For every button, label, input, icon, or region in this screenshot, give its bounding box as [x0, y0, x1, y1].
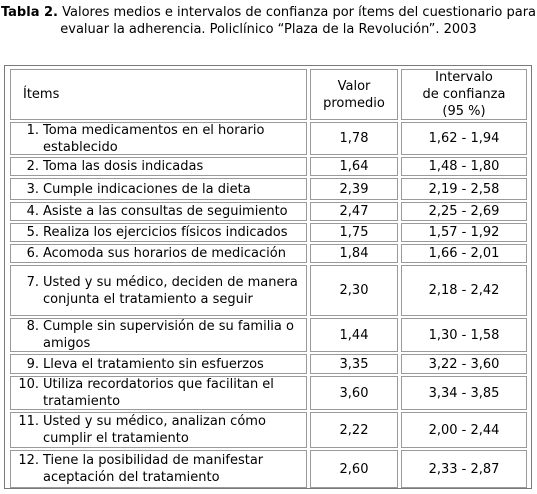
item-number: 10.: [18, 377, 39, 392]
table-cell-ci: 1,30 - 1,58: [401, 318, 527, 352]
table-row-item: [10, 244, 307, 263]
header-items-label: Ítems: [23, 87, 60, 102]
item-wrapper: [15, 413, 306, 447]
item-wrapper: [15, 181, 251, 198]
item-number: 9.: [26, 356, 39, 372]
item-wrapper: [15, 245, 286, 262]
table-cell-ci: 1,62 - 1,94: [401, 122, 527, 155]
table-row-item: [10, 157, 307, 176]
item-wrapper: [15, 356, 264, 373]
item-wrapper: [15, 318, 306, 352]
header-mean-line2: promedio: [323, 95, 385, 111]
table-row-item: [10, 223, 307, 242]
item-number: 1.: [26, 122, 39, 138]
table-row-item: [10, 178, 307, 200]
table-cell-mean: 2,47: [310, 202, 398, 221]
table-row-item: [10, 122, 307, 155]
table-row-item: [10, 202, 307, 221]
table-cell-ci: 1,48 - 1,80: [401, 157, 527, 176]
table-cell-mean: 3,35: [310, 354, 398, 374]
item-text: Lleva el tratamiento sin esfuerzos: [43, 356, 264, 372]
table-cell-ci: 1,66 - 2,01: [401, 244, 527, 263]
table-row-item: [10, 265, 307, 316]
item-text: Usted y su médico, deciden de manera conjunta el tratamiento a seguir: [43, 274, 298, 307]
table-cell-ci: 2,18 - 2,42: [401, 265, 527, 316]
item-wrapper: [15, 203, 288, 220]
header-mean-line1: Valor: [337, 78, 371, 94]
caption-label: Tabla 2.: [0, 5, 58, 20]
item-number: 8.: [26, 319, 39, 334]
table-cell-mean: 2,22: [310, 412, 398, 448]
table-cell-ci: 3,22 - 3,60: [401, 354, 527, 374]
item-text: Realiza los ejercicios físicos indicados: [43, 225, 288, 240]
header-ci-line3: (95 %): [442, 104, 486, 119]
item-text: Toma las dosis indicadas: [43, 159, 204, 174]
table-cell-mean: 1,78: [310, 122, 398, 155]
table-cell-ci: 2,00 - 2,44: [401, 412, 527, 448]
item-number: 5.: [26, 225, 39, 240]
item-wrapper: [15, 122, 306, 156]
header-ci-line2: de confianza: [422, 87, 506, 102]
item-wrapper: [15, 376, 306, 410]
item-wrapper: [15, 224, 287, 241]
table-row-item: [10, 412, 307, 448]
item-number: 2.: [26, 159, 39, 174]
table-cell-ci: 1,57 - 1,92: [401, 223, 527, 242]
table-caption: [0, 4, 537, 38]
item-number: 12.: [18, 453, 39, 468]
item-text: Utiliza recordatorios que facilitan el tratamiento: [43, 377, 274, 409]
item-text: Acomoda sus horarios de medicación: [43, 246, 286, 261]
item-text: Toma medicamentos en el horario establecido: [43, 122, 265, 155]
item-number: 4.: [26, 204, 39, 219]
item-text: Tiene la posibilidad de manifestar aceptación del tratamiento: [43, 453, 264, 485]
item-text: Cumple indicaciones de la dieta: [43, 181, 251, 197]
item-number: 11.: [18, 414, 39, 429]
table-cell-mean: 1,84: [310, 244, 398, 263]
item-wrapper: [15, 158, 203, 175]
header-ci-line1: Intervalo: [435, 70, 493, 85]
header-ci: [401, 69, 527, 120]
table-cell-mean: 1,75: [310, 223, 398, 242]
table-cell-mean: 2,30: [310, 265, 398, 316]
item-text: Usted y su médico, analizan cómo cumplir el tratamiento: [43, 414, 266, 446]
table-cell-mean: 2,39: [310, 178, 398, 200]
table-cell-mean: 1,44: [310, 318, 398, 352]
item-wrapper: [15, 274, 306, 308]
item-number: 7.: [26, 274, 39, 290]
header-items: [10, 69, 307, 120]
item-number: 6.: [26, 246, 39, 261]
table-cell-mean: 1,64: [310, 157, 398, 176]
item-wrapper: [15, 452, 306, 486]
item-number: 3.: [26, 181, 39, 197]
table-cell-ci: 2,33 - 2,87: [401, 450, 527, 488]
table-cell-ci: 2,25 - 2,69: [401, 202, 527, 221]
table-cell-mean: 2,60: [310, 450, 398, 488]
item-text: Asiste a las consultas de seguimiento: [43, 204, 288, 219]
item-text: Cumple sin supervisión de su familia o amigos: [43, 319, 294, 351]
table-row-item: [10, 354, 307, 374]
header-mean: [310, 69, 398, 120]
table-row-item: [10, 318, 307, 352]
table-cell-mean: 3,60: [310, 376, 398, 410]
table-cell-ci: 2,19 - 2,58: [401, 178, 527, 200]
table-row-item: [10, 376, 307, 410]
table-row-item: [10, 450, 307, 488]
caption-text: Valores medios e intervalos de confianza por ítems del cuestionario para evaluar la adherencia. Policlínico “Plaza de la Revolución”. 2003: [57, 5, 537, 37]
table-cell-ci: 3,34 - 3,85: [401, 376, 527, 410]
